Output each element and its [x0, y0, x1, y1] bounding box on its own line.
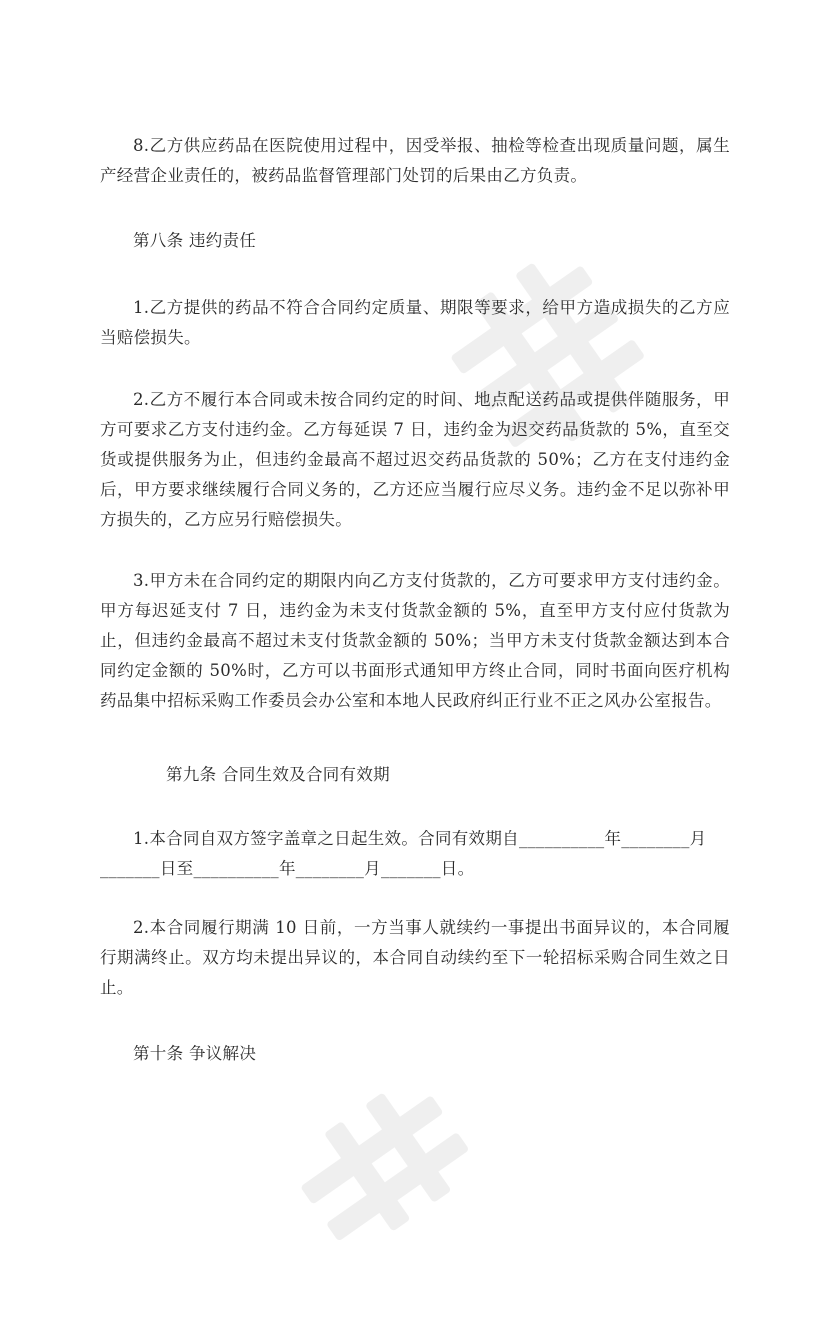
article-8-item-1: 1.乙方提供的药品不符合合同约定质量、期限等要求，给甲方造成损失的乙方应当赔偿损失。: [100, 298, 730, 347]
watermark-icon: [280, 1060, 520, 1320]
article-8-item-3: 3.甲方未在合同约定的期限内向乙方支付货款的，乙方可要求甲方支付违约金。甲方每迟延支付 7 日，违约金为未支付货款金额的 5%，直至甲方支付应付货款为止，但违约金最高不超过未支付货款金额的 50%；当甲方未支付货款金额达到本合同约定金额的 50%时，乙方可以书面形式通知甲方终止合同，同时书面向医疗机构药品集中招标采购工作委员会办公室和本地人民政府纠正行业不正之风办公室报告。: [100, 571, 730, 710]
article-8-item-2: 2.乙方不履行本合同或未按合同约定的时间、地点配送药品或提供伴随服务，甲方可要求乙方支付违约金。乙方每延误 7 日，违约金为迟交药品货款的 5%，直至交货或提供服务为止，但违约金最高不超过迟交药品货款的 50%；乙方在支付违约金后，甲方要求继续履行合同义务的，乙方还应当履行应尽义务。违约金不足以弥补甲方损失的，乙方应另行赔偿损失。: [100, 390, 730, 529]
article-9-heading: 第九条 合同生效及合同有效期: [166, 765, 390, 784]
article-9-item-1-line-1: 1.本合同自双方签字盖章之日起生效。合同有效期自__________年________月: [133, 829, 707, 848]
clause-8-paragraph: 8.乙方供应药品在医院使用过程中，因受举报、抽检等检查出现质量问题，属生产经营企业责任的，被药品监督管理部门处罚的后果由乙方负责。: [100, 136, 730, 185]
article-9-item-1-line-2: _______日至__________年________月_______日。: [100, 859, 475, 878]
article-9-item-2: 2.本合同履行期满 10 日前，一方当事人就续约一事提出书面异议的，本合同履行期满终止。双方均未提出异议的，本合同自动续约至下一轮招标采购合同生效之日止。: [100, 918, 730, 997]
article-10-heading: 第十条 争议解决: [133, 1044, 257, 1063]
article-8-heading: 第八条 违约责任: [133, 231, 257, 250]
